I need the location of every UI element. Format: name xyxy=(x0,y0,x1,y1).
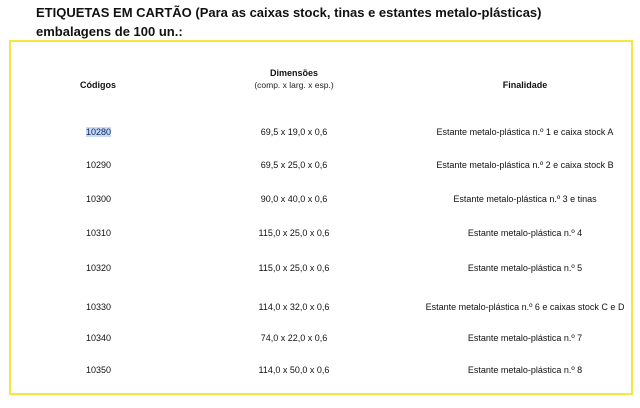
purpose-cell: Estante metalo-plástica n.º 1 e caixa stock A xyxy=(436,127,614,137)
dimensions-cell: 114,0 x 32,0 x 0,6 xyxy=(258,302,330,312)
purpose-cell: Estante metalo-plástica n.º 2 e caixa stock B xyxy=(436,160,614,170)
code-cell[interactable]: 10280 xyxy=(86,127,112,137)
header-dimensions-sub: (comp. x larg. x esp.) xyxy=(254,80,334,90)
dimensions-cell: 114,0 x 50,0 x 0,6 xyxy=(258,365,330,375)
purpose-cell: Estante metalo-plástica n.º 4 xyxy=(467,228,583,238)
code-cell: 10320 xyxy=(86,263,112,273)
header-dimensions: Dimensões xyxy=(269,68,319,78)
code-cell: 10350 xyxy=(86,365,112,375)
header-purpose: Finalidade xyxy=(502,80,548,90)
table-row xyxy=(0,302,640,316)
header-codes: Códigos xyxy=(80,80,116,90)
purpose-cell: Estante metalo-plástica n.º 8 xyxy=(467,365,583,375)
code-cell: 10300 xyxy=(86,194,112,204)
page-title: ETIQUETAS EM CARTÃO (Para as caixas stock, tinas e estantes metalo-plásticas) xyxy=(36,5,542,20)
dimensions-cell: 74,0 x 22,0 x 0,6 xyxy=(260,333,328,343)
purpose-cell: Estante metalo-plástica n.º 7 xyxy=(467,333,583,343)
code-cell: 10310 xyxy=(86,228,112,238)
table-row xyxy=(0,194,640,208)
dimensions-cell: 69,5 x 25,0 x 0,6 xyxy=(260,160,328,170)
table-row xyxy=(0,127,640,141)
table-row xyxy=(0,160,640,174)
table-row xyxy=(0,365,640,379)
dimensions-cell: 115,0 x 25,0 x 0,6 xyxy=(258,228,330,238)
purpose-cell: Estante metalo-plástica n.º 3 e tinas xyxy=(453,194,597,204)
purpose-cell: Estante metalo-plástica n.º 5 xyxy=(467,263,583,273)
code-cell: 10290 xyxy=(86,160,112,170)
dimensions-cell: 69,5 x 19,0 x 0,6 xyxy=(260,127,328,137)
table-row xyxy=(0,333,640,347)
table-row xyxy=(0,263,640,277)
code-cell: 10340 xyxy=(86,333,112,343)
purpose-cell: Estante metalo-plástica n.º 6 e caixas stock C e D xyxy=(425,302,625,312)
code-cell: 10330 xyxy=(86,302,112,312)
dimensions-cell: 90,0 x 40,0 x 0,6 xyxy=(260,194,328,204)
page-subtitle: embalagens de 100 un.: xyxy=(36,24,183,39)
dimensions-cell: 115,0 x 25,0 x 0,6 xyxy=(258,263,330,273)
table-row xyxy=(0,228,640,242)
